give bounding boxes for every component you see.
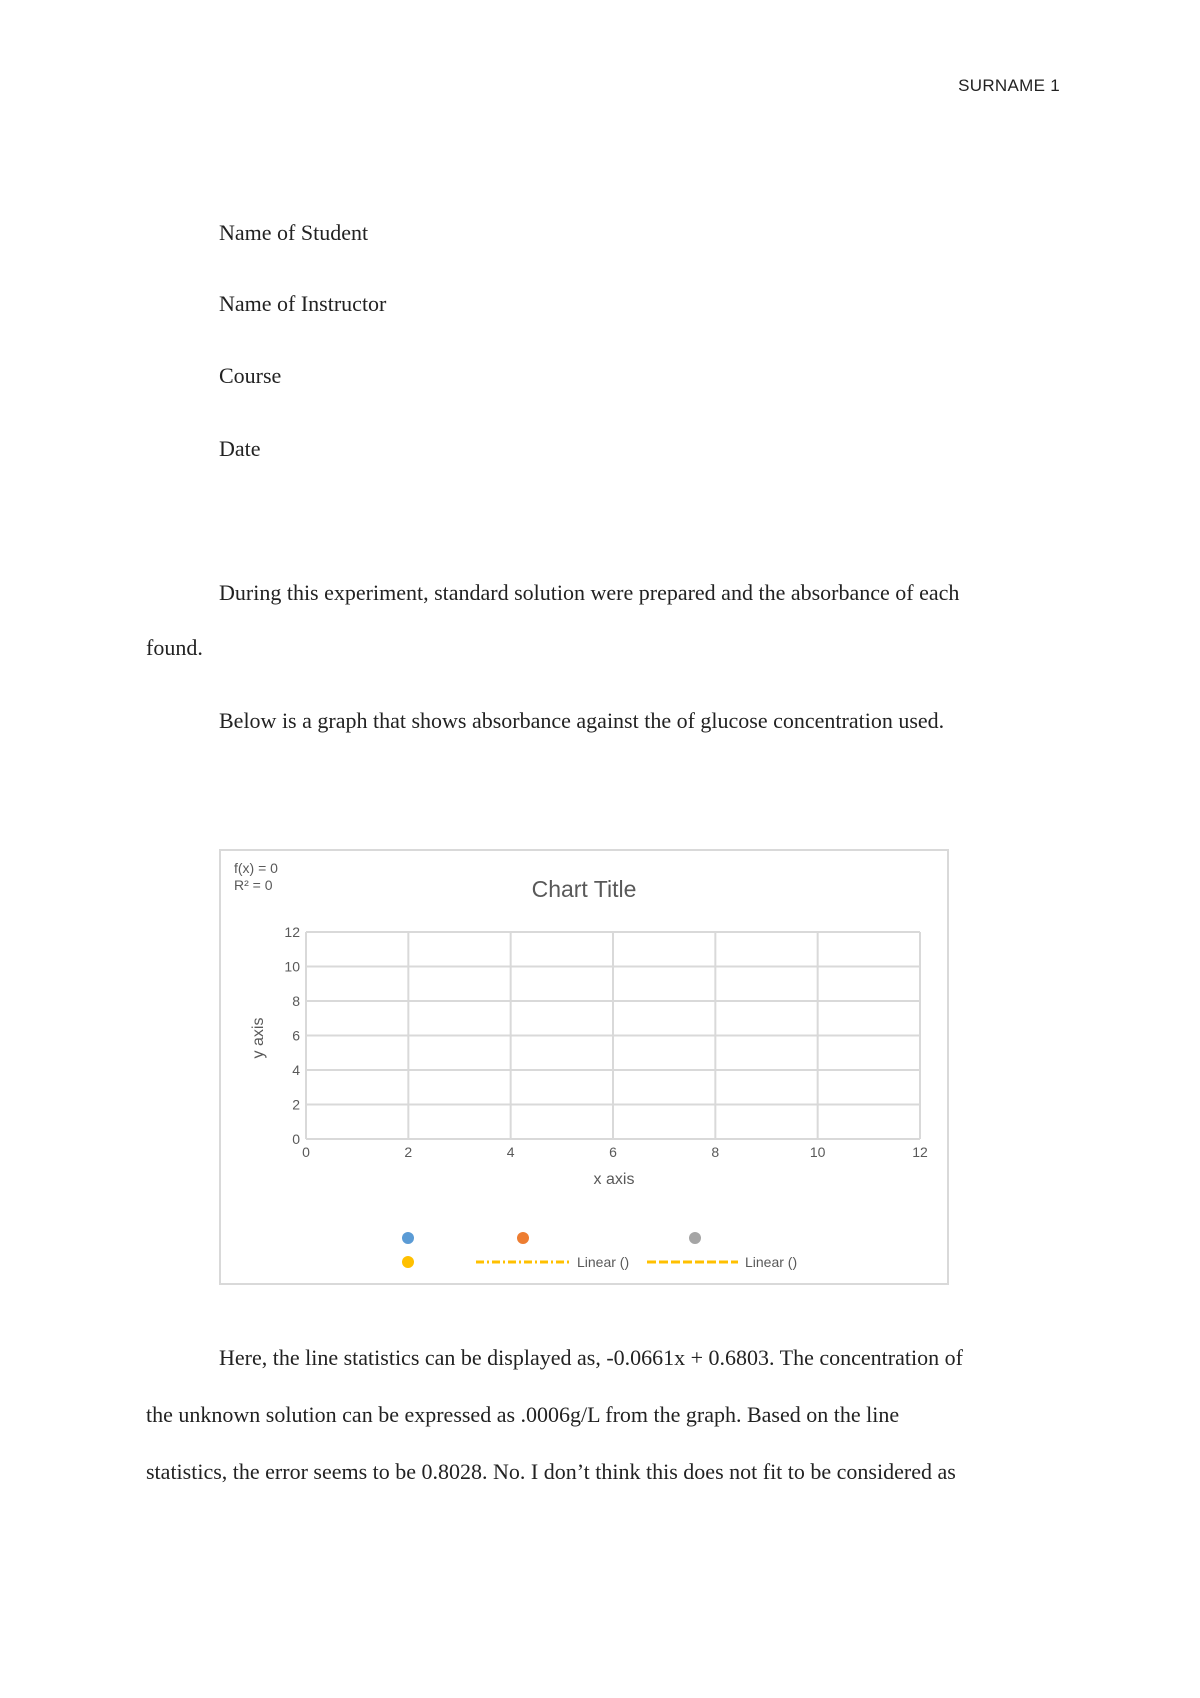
intro-paragraph-line-2: found. — [146, 635, 203, 660]
x-axis-label: x axis — [593, 1171, 635, 1188]
chart-legend — [402, 1232, 797, 1270]
legend-marker-series-4 — [402, 1256, 414, 1268]
scatter-chart — [221, 851, 947, 1283]
legend-marker-series-3 — [689, 1232, 701, 1244]
legend-trendline-1-label: Linear () — [577, 1254, 630, 1270]
trendline-equation-label: f(x) = 0 — [234, 860, 278, 876]
graph-intro-sentence: Below is a graph that shows absorbance against the of glucose concentration used. — [219, 708, 945, 733]
date: Date — [219, 436, 261, 461]
x-tick-label: 6 — [609, 1144, 617, 1160]
intro-paragraph-line-1: During this experiment, standard solution were prepared and the absorbance of each — [219, 580, 960, 605]
results-paragraph-line-1: Here, the line statistics can be displayed as, -0.0661x + 0.6803. The concentration of — [219, 1345, 963, 1370]
student-name: Name of Student — [219, 220, 369, 245]
course-name: Course — [219, 363, 282, 388]
x-tick-label: 2 — [404, 1144, 413, 1160]
y-tick-label: 0 — [292, 1131, 300, 1147]
y-tick-label: 12 — [284, 924, 300, 940]
x-tick-label: 8 — [711, 1144, 720, 1160]
x-tick-label: 4 — [506, 1144, 515, 1160]
results-paragraph-line-2: the unknown solution can be expressed as .0006g/L from the graph. Based on the line — [146, 1402, 900, 1427]
y-tick-label: 8 — [292, 993, 300, 1009]
x-tick-label: 10 — [809, 1144, 826, 1160]
x-tick-label: 0 — [302, 1144, 310, 1160]
legend-trendline-2-label: Linear () — [745, 1254, 798, 1270]
chart-container — [219, 849, 949, 1285]
chart-title: Chart Title — [531, 876, 637, 902]
y-tick-label: 2 — [292, 1096, 300, 1113]
chart-tick-labels — [284, 924, 928, 1160]
legend-marker-series-2 — [517, 1232, 529, 1244]
chart-gridlines — [306, 932, 920, 1139]
trendline-r-squared-label: R² = 0 — [234, 877, 273, 893]
instructor-name: Name of Instructor — [219, 291, 387, 316]
y-tick-label: 6 — [292, 1027, 300, 1044]
y-tick-label: 10 — [284, 958, 300, 975]
running-head: SURNAME 1 — [958, 76, 1060, 95]
y-axis-label: y axis — [250, 1017, 267, 1059]
y-tick-label: 4 — [292, 1062, 300, 1078]
results-paragraph-line-3: statistics, the error seems to be 0.8028. No. I don’t think this does not fit to be considered as — [146, 1459, 956, 1484]
x-tick-label: 12 — [912, 1144, 928, 1160]
legend-marker-series-1 — [402, 1232, 414, 1244]
